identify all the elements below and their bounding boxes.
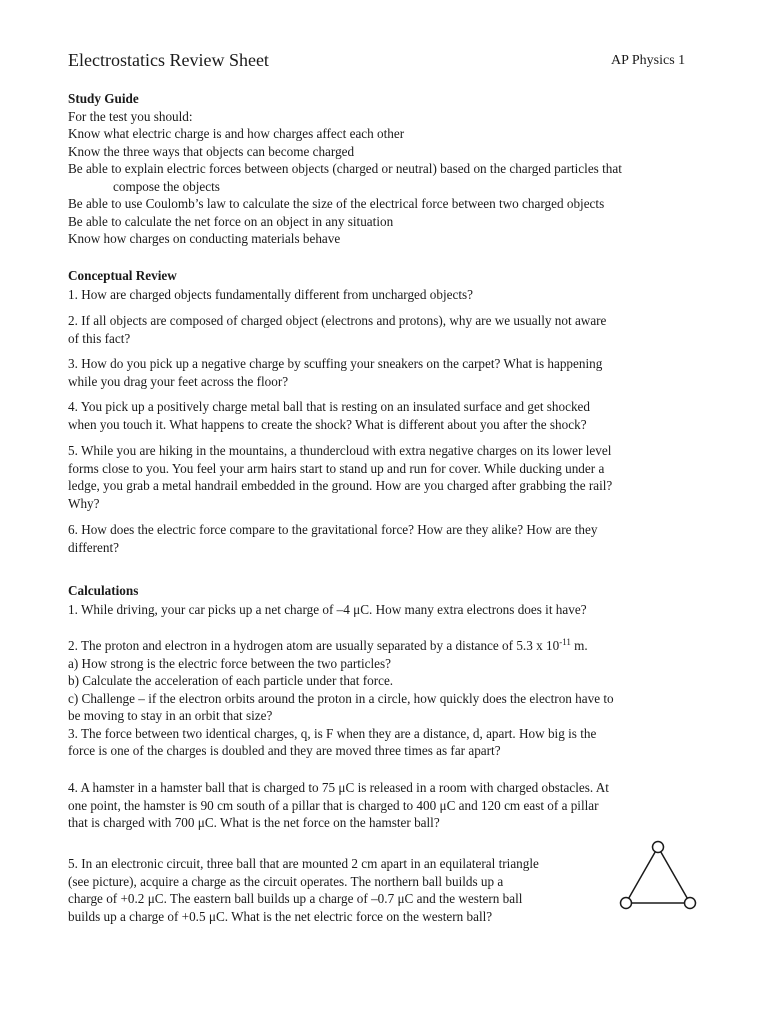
question-line: different? [68,539,120,555]
question-line: when you touch it. What happens to create the shock? What is different about you after the shock? [68,416,587,432]
equilateral-triangle-icon [618,838,698,912]
question-line: Why? [68,495,100,511]
question-part: a) How strong is the electric force between the two particles? [68,655,391,671]
calc-question-2 [68,637,708,760]
conceptual-question-1 [68,286,708,304]
study-guide-item: Be able to use Coulomb’s law to calculate the size of the electrical force between two charged objects [68,196,605,211]
study-guide-item: Be able to calculate the net force on an object in any situation [68,213,394,229]
study-guide-item: Be able to explain electric forces between objects (charged or neutral) based on the charged particles that [68,161,622,176]
question-part: be moving to stay in an orbit that size? [68,708,273,723]
calc-question-1 [68,601,708,619]
study-guide-intro: For the test you should: [68,108,193,124]
conceptual-question-2 [68,312,708,347]
question-line: forms close to you. You feel your arm hairs start to stand up and run for cover. While ducking under a [68,460,605,476]
question-line: charge of +0.2 μC. The eastern ball builds up a charge of –0.7 μC and the western ball [68,891,523,906]
question-line: (see picture), acquire a charge as the circuit operates. The northern ball builds up a [68,873,504,889]
exponent: -11 [559,637,571,647]
conceptual-question-6 [68,521,708,556]
question-line: while you drag your feet across the floor? [68,373,289,389]
question-line: of this fact? [68,330,131,346]
western-ball [621,898,632,909]
calc-question-4 [68,779,708,832]
question-line: one point, the hamster is 90 cm south of a pillar that is charged to 400 μC and 120 cm east of a pillar [68,797,599,813]
question-line: builds up a charge of +0.5 μC. What is the net electric force on the western ball? [68,908,493,924]
question-line: 5. While you are hiking in the mountains, a thundercloud with extra negative charges on its lower level [68,443,612,458]
study-guide-item: Know what electric charge is and how charges affect each other [68,126,405,141]
calculations-heading: Calculations [68,583,139,598]
question-line: 4. You pick up a positively charge metal ball that is resting on an insulated surface and get shocked [68,399,591,414]
question-text: 2. The proton and electron in a hydrogen atom are usually separated by a distance of 5.3 x 10 [68,638,560,653]
northern-ball [653,842,664,853]
question-line: 3. How do you pick up a negative charge by scuffing your sneakers on the carpet? What is happening [68,356,603,371]
course-name: AP Physics 1 [611,53,686,68]
question-line: 3. The force between two identical charges, q, is F when they are a distance, d, apart. How big is the [68,725,597,741]
conceptual-question-4 [68,398,708,433]
question-line: that is charged with 700 μC. What is the net force on the hamster ball? [68,815,440,830]
question-line [68,637,708,655]
question-part: b) Calculate the acceleration of each particle under that force. [68,673,394,688]
conceptual-review-heading: Conceptual Review [68,268,177,283]
conceptual-question-3 [68,355,708,390]
calc-question-5 [68,855,613,925]
unit: m. [570,638,588,653]
page-title: Electrostatics Review Sheet [68,50,269,70]
question-line: 1. While driving, your car picks up a net charge of –4 μC. How many extra electrons does it have? [68,602,587,617]
question-line: 4. A hamster in a hamster ball that is charged to 75 μC is released in a room with charged obstacles. At [68,780,609,795]
question-line: 1. How are charged objects fundamentally different from uncharged objects? [68,287,473,302]
question-line: ledge, you grab a metal handrail embedded in the ground. How are you charged after grabbing the rail? [68,478,613,493]
conceptual-question-5 [68,442,708,512]
question-line: 2. If all objects are composed of charged object (electrons and protons), why are we usually not aware [68,313,607,328]
triangle-edge-west [626,847,658,903]
question-line: force is one of the charges is doubled and they are moved three times as far apart? [68,743,501,758]
study-guide-heading: Study Guide [68,91,139,106]
question-line: 5. In an electronic circuit, three ball that are mounted 2 cm apart in an equilateral triangle [68,856,539,871]
study-guide-section [68,90,708,248]
study-guide-item: Know how charges on conducting materials behave [68,231,341,246]
study-guide-item-continuation: compose the objects [113,178,220,194]
eastern-ball [685,898,696,909]
question-part: c) Challenge – if the electron orbits around the proton in a circle, how quickly does the electron have to [68,690,614,706]
triangle-edge-east [658,847,690,903]
study-guide-item: Know the three ways that objects can become charged [68,143,355,159]
question-line: 6. How does the electric force compare to the gravitational force? How are they alike? How are they [68,522,598,537]
